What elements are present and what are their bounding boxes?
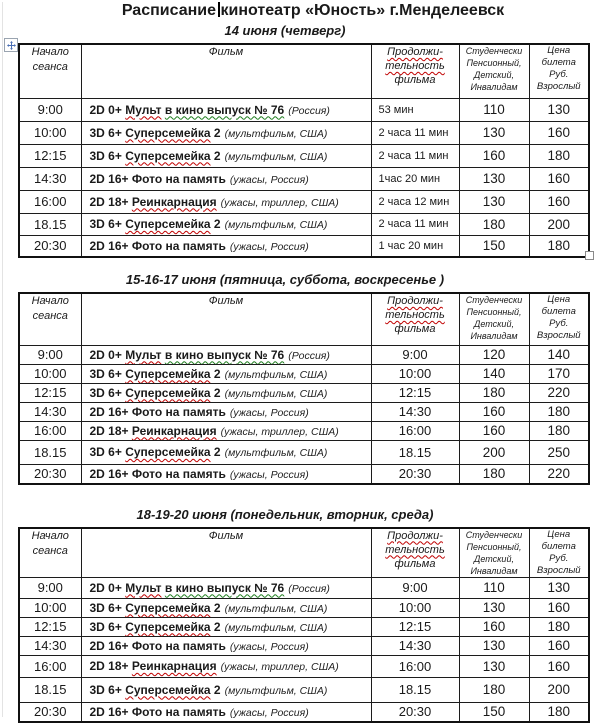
cell-adult-price: 250 <box>529 440 589 464</box>
film-title-text: 3D 6+ <box>90 386 126 400</box>
table-row <box>19 213 589 235</box>
cell-film-title <box>81 213 371 235</box>
cell-film-title <box>81 121 371 144</box>
cell-start-time: 10:00 <box>19 121 81 144</box>
schedule-table <box>18 43 590 258</box>
cell-adult-price: 220 <box>529 464 589 484</box>
film-title-text: в кино выпуск № 76 <box>165 581 284 595</box>
cell-start-time: 14:30 <box>19 167 81 190</box>
film-genre-note: (ужасы, триллер, США) <box>221 661 339 673</box>
film-title-text: 3D 6+ <box>90 620 126 634</box>
film-genre-note: (ужасы, Россия) <box>230 174 309 186</box>
film-title-text: 2 <box>211 601 221 615</box>
header-line: Цена <box>530 529 589 541</box>
cell-discount-price: 160 <box>459 617 529 636</box>
cell-duration: 18.15 <box>371 440 459 464</box>
cell-start-time: 12:15 <box>19 383 81 402</box>
cell-start-time: 18.15 <box>19 213 81 235</box>
cell-duration: 20:30 <box>371 702 459 722</box>
cell-film-title <box>81 383 371 402</box>
film-genre-note: (ужасы, Россия) <box>230 241 309 253</box>
cell-duration: 9:00 <box>371 577 459 598</box>
cell-film-title <box>81 235 371 257</box>
film-title-text: в кино выпуск № 76 <box>165 103 284 117</box>
cell-discount-price: 200 <box>459 440 529 464</box>
cell-discount-price: 110 <box>459 98 529 121</box>
cell-start-time: 16:00 <box>19 421 81 440</box>
film-genre-note: (мультфильм, США) <box>225 128 328 140</box>
table-row <box>19 121 589 144</box>
cell-duration: 14:30 <box>371 636 459 655</box>
film-genre-note: (Россия) <box>288 583 330 595</box>
col-header-start-time <box>19 44 81 98</box>
film-genre-note: (ужасы, Россия) <box>230 469 309 481</box>
table-header-row <box>19 44 589 98</box>
film-title-text: 3D 6+ <box>90 683 126 697</box>
table-row <box>19 577 589 598</box>
cell-duration: 53 мин <box>371 98 459 121</box>
film-title-text: 2D 16+ Фото на память <box>90 405 226 419</box>
table-row <box>19 655 589 677</box>
col-header-start-time <box>19 528 81 578</box>
table-move-handle[interactable] <box>4 38 18 52</box>
film-genre-note: (мультфильм, США) <box>225 151 328 163</box>
table-row <box>19 345 589 364</box>
film-title-text: Реинкарнация <box>132 659 217 673</box>
cell-adult-price: 180 <box>529 402 589 421</box>
film-genre-note: (мультфильм, США) <box>225 447 328 459</box>
cell-discount-price: 130 <box>459 190 529 213</box>
cell-adult-price: 180 <box>529 617 589 636</box>
film-title-text: Суперсемейка <box>125 620 210 634</box>
table-row <box>19 421 589 440</box>
film-title-text: 2D 0+ <box>90 348 126 362</box>
film-title-text: Суперсемейка <box>125 386 210 400</box>
header-line: сеанса <box>20 309 81 324</box>
table-row <box>19 98 589 121</box>
four-arrow-cross-icon <box>7 41 16 50</box>
film-title-text: в кино выпуск № 76 <box>165 348 284 362</box>
cell-adult-price: 160 <box>529 167 589 190</box>
cell-discount-price: 180 <box>459 464 529 484</box>
cell-duration: 12:15 <box>371 617 459 636</box>
cell-duration: 1час 20 мин <box>371 167 459 190</box>
film-title-text: Суперсемейка <box>125 445 210 459</box>
col-header-film: Фильм <box>81 44 371 98</box>
header-line: Детский, <box>460 553 529 565</box>
header-line: Начало <box>20 529 81 544</box>
film-title-text: Мульт <box>125 103 161 117</box>
cell-discount-price: 120 <box>459 345 529 364</box>
cell-adult-price: 160 <box>529 598 589 617</box>
header-line: Пенсионный, <box>460 541 529 553</box>
col-header-film: Фильм <box>81 528 371 578</box>
cell-start-time: 10:00 <box>19 364 81 383</box>
header-line: Детский, <box>460 318 529 330</box>
page-title <box>0 2 600 20</box>
col-header-discount-price <box>459 44 529 98</box>
col-header-duration <box>371 44 459 98</box>
cell-discount-price: 130 <box>459 636 529 655</box>
cell-adult-price: 200 <box>529 213 589 235</box>
cell-duration: 14:30 <box>371 402 459 421</box>
header-line: Начало <box>20 45 81 60</box>
film-genre-note: (ужасы, Россия) <box>230 407 309 419</box>
cell-adult-price: 130 <box>529 577 589 598</box>
cell-adult-price: 160 <box>529 121 589 144</box>
header-line: Руб. <box>530 553 589 565</box>
text-cursor <box>218 2 220 17</box>
cell-discount-price: 130 <box>459 121 529 144</box>
cell-film-title <box>81 702 371 722</box>
cell-adult-price: 180 <box>529 144 589 167</box>
cell-duration: 10:00 <box>371 364 459 383</box>
film-title-text: Мульт <box>125 348 161 362</box>
cell-discount-price: 180 <box>459 213 529 235</box>
col-header-film: Фильм <box>81 293 371 345</box>
film-title-text: Суперсемейка <box>125 126 210 140</box>
cell-start-time: 20:30 <box>19 464 81 484</box>
film-genre-note: (мультфильм, США) <box>225 219 328 231</box>
header-line: билета <box>530 541 589 553</box>
film-title-text: 2D 18+ <box>90 659 132 673</box>
film-title-text: 2D 16+ Фото на память <box>90 705 226 719</box>
section-date-title: 18-19-20 июня (понедельник, вторник, среда) <box>0 507 570 523</box>
film-title-text: 3D 6+ <box>90 445 126 459</box>
header-line: тельность <box>372 308 459 322</box>
film-title-text: 3D 6+ <box>90 367 126 381</box>
film-title-text: 2 <box>211 386 221 400</box>
cell-adult-price: 200 <box>529 677 589 702</box>
film-title-text: Суперсемейка <box>125 683 210 697</box>
schedule-section-2 <box>0 272 600 485</box>
header-line: Взрослый <box>530 330 589 342</box>
cell-start-time: 9:00 <box>19 98 81 121</box>
cell-adult-price: 180 <box>529 702 589 722</box>
header-line: Цена <box>530 45 589 57</box>
col-header-discount-price <box>459 528 529 578</box>
col-header-ticket-price <box>529 293 589 345</box>
cell-adult-price: 160 <box>529 655 589 677</box>
cell-adult-price: 160 <box>529 190 589 213</box>
cell-film-title <box>81 364 371 383</box>
section-date-title: 15-16-17 июня (пятница, суббота, воскресенье ) <box>0 272 570 288</box>
film-title-text: 2 <box>211 367 221 381</box>
film-genre-note: (Россия) <box>288 350 330 362</box>
cell-duration: 2 часа 11 мин <box>371 213 459 235</box>
cell-start-time: 9:00 <box>19 577 81 598</box>
film-title-text: 2 <box>211 683 221 697</box>
cell-discount-price: 160 <box>459 402 529 421</box>
header-line: Студенчески <box>460 45 529 57</box>
table-row <box>19 440 589 464</box>
film-genre-note: (мультфильм, США) <box>225 388 328 400</box>
header-line: билета <box>530 306 589 318</box>
header-line: Начало <box>20 294 81 309</box>
table-header-row <box>19 293 589 345</box>
table-row <box>19 598 589 617</box>
cell-duration: 2 часа 12 мин <box>371 190 459 213</box>
cell-start-time: 20:30 <box>19 235 81 257</box>
cell-adult-price: 170 <box>529 364 589 383</box>
cell-start-time: 16:00 <box>19 655 81 677</box>
film-title-text: 2 <box>211 149 221 163</box>
cell-start-time: 20:30 <box>19 702 81 722</box>
film-title-text: 2D 0+ <box>90 581 126 595</box>
schedule-sections <box>0 23 600 723</box>
cell-start-time: 14:30 <box>19 402 81 421</box>
cell-start-time: 10:00 <box>19 598 81 617</box>
table-row <box>19 190 589 213</box>
header-line: фильма <box>372 322 459 336</box>
cell-discount-price: 180 <box>459 383 529 402</box>
header-line: Инвалидам <box>460 81 529 93</box>
schedule-section-3 <box>0 507 600 723</box>
cell-adult-price: 180 <box>529 421 589 440</box>
cell-film-title <box>81 144 371 167</box>
header-line: Студенчески <box>460 294 529 306</box>
cell-film-title <box>81 617 371 636</box>
cell-film-title <box>81 402 371 421</box>
table-row <box>19 364 589 383</box>
film-title-text: 2 <box>211 126 221 140</box>
cell-start-time: 12:15 <box>19 144 81 167</box>
cell-film-title <box>81 636 371 655</box>
header-line: фильма <box>372 557 459 571</box>
cell-start-time: 14:30 <box>19 636 81 655</box>
table-row <box>19 464 589 484</box>
film-genre-note: (мультфильм, США) <box>225 685 328 697</box>
table-row <box>19 144 589 167</box>
header-line: Детский, <box>460 69 529 81</box>
schedule-section-1 <box>0 23 600 258</box>
header-line: тельность <box>372 543 459 557</box>
film-title-text: 3D 6+ <box>90 217 126 231</box>
table-row <box>19 636 589 655</box>
header-line: билета <box>530 57 589 69</box>
cell-start-time: 16:00 <box>19 190 81 213</box>
cell-discount-price: 180 <box>459 677 529 702</box>
cell-duration: 10:00 <box>371 598 459 617</box>
cell-duration: 2 часа 11 мин <box>371 121 459 144</box>
film-title-text: Суперсемейка <box>125 149 210 163</box>
table-row <box>19 402 589 421</box>
schedule-table <box>18 292 590 485</box>
header-line: сеанса <box>20 544 81 559</box>
cell-film-title <box>81 167 371 190</box>
header-line: Продолжи- <box>372 45 459 59</box>
film-title-text: 3D 6+ <box>90 126 126 140</box>
table-row <box>19 235 589 257</box>
film-title-text: 2D 16+ Фото на память <box>90 172 226 186</box>
cell-film-title <box>81 421 371 440</box>
cell-adult-price: 160 <box>529 636 589 655</box>
cell-duration: 16:00 <box>371 421 459 440</box>
header-line: фильма <box>372 73 459 87</box>
film-genre-note: (ужасы, триллер, США) <box>221 426 339 438</box>
film-genre-note: (ужасы, Россия) <box>230 707 309 719</box>
table-header-row <box>19 528 589 578</box>
schedule-table <box>18 527 590 723</box>
film-genre-note: (ужасы, Россия) <box>230 641 309 653</box>
cell-discount-price: 160 <box>459 144 529 167</box>
cell-duration: 9:00 <box>371 345 459 364</box>
cell-film-title <box>81 677 371 702</box>
film-title-text: 2D 16+ Фото на память <box>90 467 226 481</box>
film-genre-note: (мультфильм, США) <box>225 369 328 381</box>
cell-discount-price: 130 <box>459 598 529 617</box>
film-genre-note: (мультфильм, США) <box>225 622 328 634</box>
film-title-text: Суперсемейка <box>125 367 210 381</box>
cell-adult-price: 220 <box>529 383 589 402</box>
film-title-text: 3D 6+ <box>90 149 126 163</box>
header-line: Пенсионный, <box>460 306 529 318</box>
header-line: тельность <box>372 59 459 73</box>
col-header-duration <box>371 293 459 345</box>
cell-film-title <box>81 440 371 464</box>
cell-film-title <box>81 598 371 617</box>
table-row <box>19 383 589 402</box>
cell-film-title <box>81 190 371 213</box>
table-row <box>19 702 589 722</box>
film-genre-note: (Россия) <box>288 105 330 117</box>
cell-discount-price: 130 <box>459 167 529 190</box>
cell-discount-price: 150 <box>459 235 529 257</box>
header-line: Взрослый <box>530 565 589 577</box>
cell-duration: 16:00 <box>371 655 459 677</box>
header-line: Инвалидам <box>460 330 529 342</box>
col-header-discount-price <box>459 293 529 345</box>
header-line: Руб. <box>530 318 589 330</box>
table-row <box>19 677 589 702</box>
film-title-text: Реинкарнация <box>132 195 217 209</box>
col-header-start-time <box>19 293 81 345</box>
col-header-ticket-price <box>529 528 589 578</box>
cell-start-time: 18.15 <box>19 677 81 702</box>
header-line: сеанса <box>20 60 81 75</box>
cell-discount-price: 160 <box>459 421 529 440</box>
cell-film-title <box>81 98 371 121</box>
page-edge-line <box>2 2 3 717</box>
header-line: Инвалидам <box>460 565 529 577</box>
film-title-text: 2 <box>211 445 221 459</box>
cell-duration: 12:15 <box>371 383 459 402</box>
film-title-text: 2D 16+ Фото на память <box>90 239 226 253</box>
film-genre-note: (мультфильм, США) <box>225 603 328 615</box>
header-line: Пенсионный, <box>460 57 529 69</box>
table-row <box>19 617 589 636</box>
table-row <box>19 167 589 190</box>
film-title-text: 3D 6+ <box>90 601 126 615</box>
cell-start-time: 18.15 <box>19 440 81 464</box>
header-line: Цена <box>530 294 589 306</box>
film-title-text: 2D 0+ <box>90 103 126 117</box>
table-resize-handle[interactable] <box>585 251 594 260</box>
cell-adult-price: 180 <box>529 235 589 257</box>
cell-film-title <box>81 464 371 484</box>
film-title-text: 2D 18+ <box>90 424 132 438</box>
header-line: Продолжи- <box>372 294 459 308</box>
cell-duration: 1 час 20 мин <box>371 235 459 257</box>
header-line: Продолжи- <box>372 529 459 543</box>
film-title-text: Суперсемейка <box>125 601 210 615</box>
cell-adult-price: 130 <box>529 98 589 121</box>
cell-duration: 20:30 <box>371 464 459 484</box>
cell-film-title <box>81 655 371 677</box>
col-header-duration <box>371 528 459 578</box>
page-title-part1: Расписание <box>122 2 216 19</box>
cell-adult-price: 140 <box>529 345 589 364</box>
cell-discount-price: 130 <box>459 655 529 677</box>
film-title-text: Мульт <box>125 581 161 595</box>
page-title-part2: кинотеатр «Юность» г.Менделеевск <box>221 2 505 19</box>
film-title-text: Суперсемейка <box>125 217 210 231</box>
cell-discount-price: 110 <box>459 577 529 598</box>
section-date-title: 14 июня (четверг) <box>0 23 570 39</box>
film-title-text: 2 <box>211 620 221 634</box>
col-header-ticket-price <box>529 44 589 98</box>
cell-start-time: 9:00 <box>19 345 81 364</box>
cell-film-title <box>81 577 371 598</box>
header-line: Руб. <box>530 69 589 81</box>
header-line: Взрослый <box>530 81 589 93</box>
cell-discount-price: 140 <box>459 364 529 383</box>
header-line: Студенчески <box>460 529 529 541</box>
film-genre-note: (ужасы, триллер, США) <box>221 197 339 209</box>
cell-duration: 18.15 <box>371 677 459 702</box>
cell-start-time: 12:15 <box>19 617 81 636</box>
film-title-text: 2D 18+ <box>90 195 132 209</box>
cell-film-title <box>81 345 371 364</box>
cell-duration: 2 часа 11 мин <box>371 144 459 167</box>
cell-discount-price: 150 <box>459 702 529 722</box>
film-title-text: 2 <box>211 217 221 231</box>
film-title-text: 2D 16+ Фото на память <box>90 639 226 653</box>
film-title-text: Реинкарнация <box>132 424 217 438</box>
